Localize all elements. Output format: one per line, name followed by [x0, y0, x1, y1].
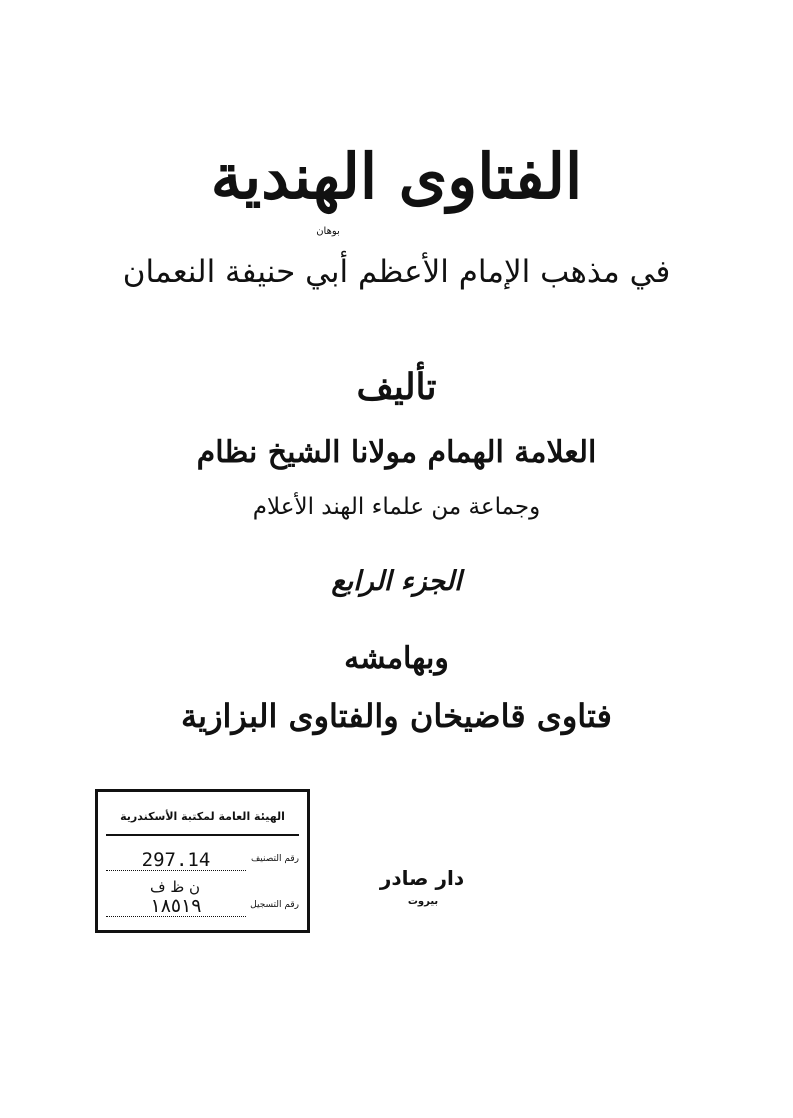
- registration-label: رقم التسجيل: [250, 900, 299, 910]
- book-title: الفتاوى الهندية: [210, 140, 583, 213]
- stamp-divider: [106, 834, 299, 836]
- book-subtitle: في مذهب الإمام الأعظم أبي حنيفة النعمان: [122, 254, 671, 290]
- author-name: العلامة الهمام مولانا الشيخ نظام: [196, 435, 597, 470]
- classification-value: 297.14: [106, 850, 246, 871]
- title-small-note: بوهان: [316, 226, 340, 237]
- margin-works: فتاوى قاضيخان والفتاوى البزازية: [181, 697, 612, 735]
- volume-label: الجزء الرابع: [331, 566, 462, 597]
- authorship-label: تأليف: [356, 366, 437, 408]
- publisher-city: بيروت: [407, 896, 439, 907]
- margin-label: وبهامشه: [344, 641, 449, 676]
- stamp-classification-row: [106, 850, 299, 870]
- classification-label: رقم التصنيف: [250, 854, 299, 864]
- library-stamp: [95, 789, 310, 933]
- classification-suffix: ن ظ ف: [150, 878, 200, 896]
- registration-value: ١٨٥١٩: [106, 896, 246, 917]
- publisher-name: دار صادر: [379, 866, 465, 890]
- stamp-registration-row: [106, 896, 299, 916]
- coauthors-line: وجماعة من علماء الهند الأعلام: [252, 494, 541, 520]
- stamp-header: الهيئة العامة لمكتبة الأسكندرية: [120, 810, 285, 823]
